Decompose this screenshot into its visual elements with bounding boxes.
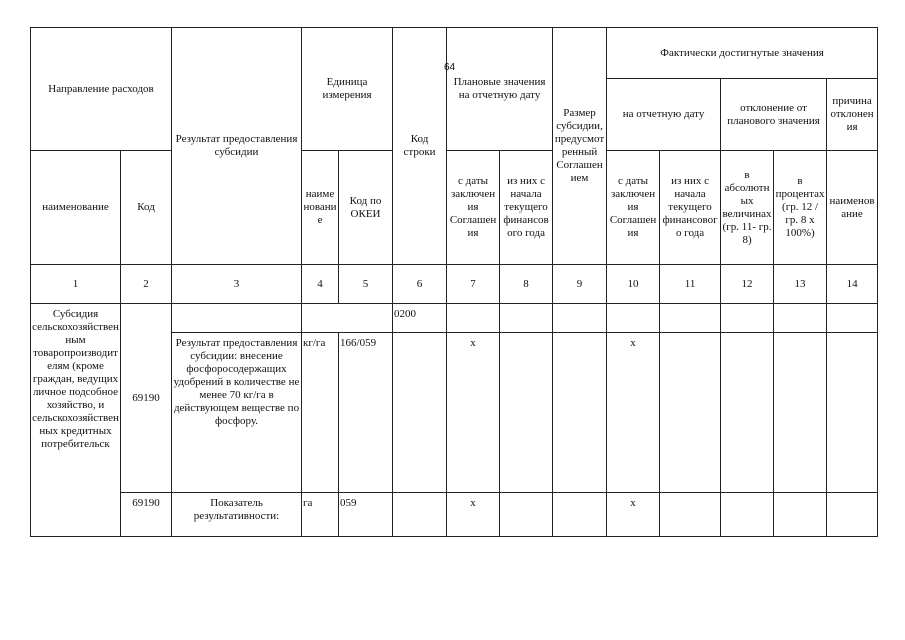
empty-cell (827, 304, 878, 333)
header-incl-fin-year: из них с начала текущего финансового года (500, 151, 553, 265)
page-number: 64 (444, 62, 456, 73)
empty-cell (721, 304, 774, 333)
empty-cell (721, 493, 774, 537)
empty-cell (553, 493, 607, 537)
table-row (31, 493, 878, 537)
code-cell: 69190 (121, 304, 172, 493)
table-row (31, 304, 878, 333)
empty-cell (393, 493, 447, 537)
col-number: 9 (553, 265, 607, 304)
header-code: Код (121, 151, 172, 265)
col-number: 7 (447, 265, 500, 304)
empty-cell (774, 493, 827, 537)
header-row-code: Код строки (393, 28, 447, 265)
code-cell: 69190 (121, 493, 172, 537)
empty-cell (302, 304, 393, 333)
unit-cell: га (302, 493, 339, 537)
empty-cell (774, 333, 827, 493)
empty-cell (774, 304, 827, 333)
col-number: 2 (121, 265, 172, 304)
header-result: Результат предоставления субсидии (172, 28, 302, 265)
col-number: 6 (393, 265, 447, 304)
header-planned: Плановые значения на отчетную дату (447, 28, 553, 151)
header-on-date: на отчетную дату (607, 79, 721, 151)
empty-cell (553, 333, 607, 493)
empty-cell (553, 304, 607, 333)
direction-name-cell: Субсидия сельскохозяйственным товаропроизводителям (кроме граждан, ведущих личное подсобное хозяйство, и сельскохозяйственных кредитных потребительск (31, 304, 121, 537)
row-code-cell: 0200 (393, 304, 447, 333)
empty-cell (827, 493, 878, 537)
unit-cell: кг/га (302, 333, 339, 493)
header-reason-name: наименование (827, 151, 878, 265)
header-reason: причина отклонения (827, 79, 878, 151)
header-from-agreement: с даты заключения Соглашения (447, 151, 500, 265)
header-from-agreement-2: с даты заключения Соглашения (607, 151, 660, 265)
empty-cell (721, 333, 774, 493)
empty-cell (660, 493, 721, 537)
empty-cell (660, 333, 721, 493)
header-unit: Единица измерения (302, 28, 393, 151)
col-number: 12 (721, 265, 774, 304)
actual-value-cell: х (607, 493, 660, 537)
indicator-cell: Показатель результативности: (172, 493, 302, 537)
col-number: 1 (31, 265, 121, 304)
col-number: 14 (827, 265, 878, 304)
empty-cell (607, 304, 660, 333)
plan-value-cell: х (447, 333, 500, 493)
result-cell: Результат предоставления субсидии: внесение фосфоросодержащих удобрений в количестве не менее 70 кг/га в действующем веществе по фосфору. (172, 333, 302, 493)
header-okei: Код по ОКЕИ (339, 151, 393, 265)
empty-cell (827, 333, 878, 493)
header-incl-fin-year-2: из них с начала текущего финансового года (660, 151, 721, 265)
empty-cell (500, 493, 553, 537)
empty-cell (660, 304, 721, 333)
okei-cell: 059 (339, 493, 393, 537)
col-number: 3 (172, 265, 302, 304)
empty-cell (500, 333, 553, 493)
header-percent: в процентах (гр. 12 / гр. 8 х 100%) (774, 151, 827, 265)
col-number: 11 (660, 265, 721, 304)
plan-value-cell: х (447, 493, 500, 537)
header-deviation: отклонение от планового значения (721, 79, 827, 151)
empty-cell (447, 304, 500, 333)
col-number: 5 (339, 265, 393, 304)
actual-value-cell: х (607, 333, 660, 493)
empty-cell (393, 333, 447, 493)
col-number: 13 (774, 265, 827, 304)
col-number: 10 (607, 265, 660, 304)
header-subsidy-size: Размер субсидии, предусмотренный Соглашением (553, 28, 607, 265)
header-name: наименование (31, 151, 121, 265)
header-direction: Направление расходов (31, 28, 172, 151)
okei-cell: 166/059 (339, 333, 393, 493)
header-actual: Фактически достигнутые значения (607, 28, 878, 79)
col-number: 8 (500, 265, 553, 304)
header-abs-values: в абсолютных величинах (гр. 11- гр. 8) (721, 151, 774, 265)
column-number-row (31, 265, 878, 304)
subsidy-report-table (30, 27, 878, 537)
empty-cell (172, 304, 302, 333)
col-number: 4 (302, 265, 339, 304)
empty-cell (500, 304, 553, 333)
header-unit-name: наименование (302, 151, 339, 265)
